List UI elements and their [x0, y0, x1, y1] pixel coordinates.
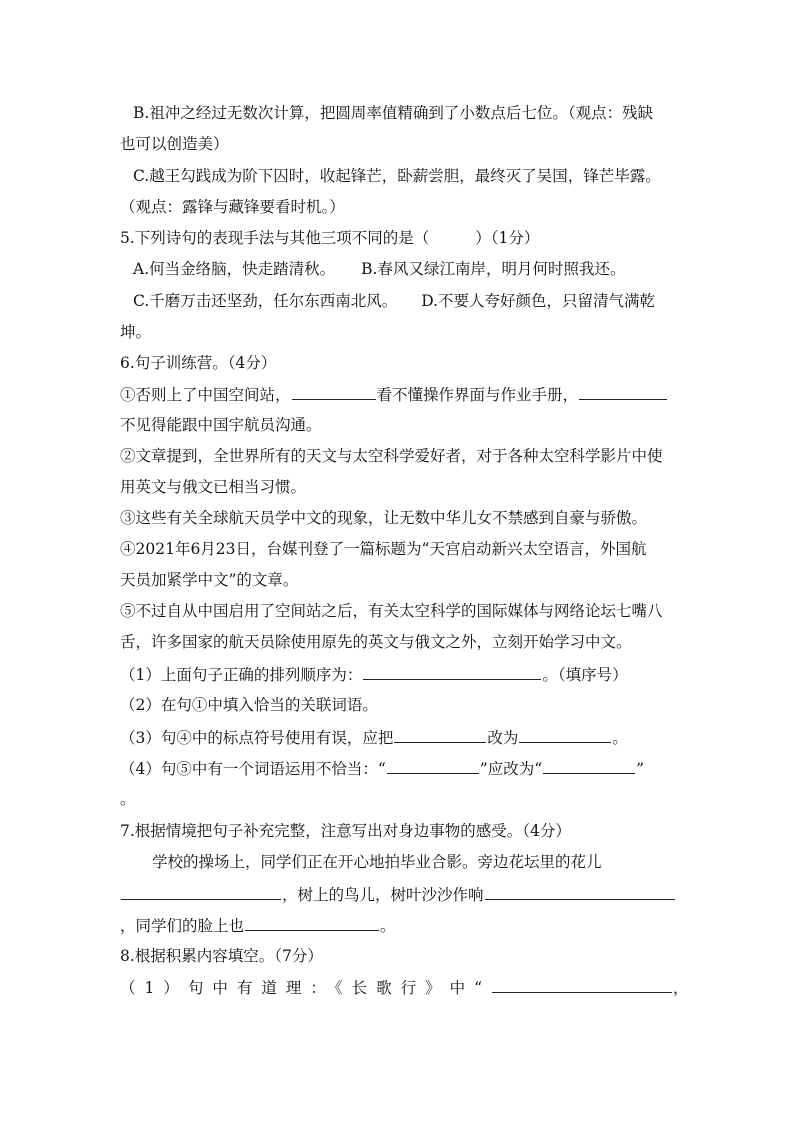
- q6-sub3-text-b: 改为: [487, 729, 519, 747]
- q5-stem: [120, 228, 675, 248]
- q4-option-c-line1: C.越王勾践成为阶下囚时，收起锋芒，卧薪尝胆，最终灭了吴国，锋芒毕露。: [133, 167, 661, 185]
- q6-sub4-text-a: （4）句⑤中有一个词语运用不恰当：“: [120, 760, 386, 778]
- q7-passage-line1: 学校的操场上，同学们正在开心地拍毕业合影。旁边花坛里的花儿: [152, 853, 602, 871]
- q6-sentence2-line2: 用英文与俄文已相当习惯。: [120, 478, 307, 496]
- q6-sub3-blank2[interactable]: [519, 727, 611, 743]
- q7-title: 7.根据情境把句子补充完整，注意写出对身边事物的感受。（4分）: [120, 822, 571, 840]
- q6-sentence4-line1: ④2021年6月23日，台媒刊登了一篇标题为“天宫启动新兴太空语言，外国航: [120, 540, 647, 558]
- q5-option-c: C.千磨万击还坚劲，任尔东西南北风。: [133, 292, 398, 310]
- q4-option-b-line1: B.祖冲之经过无数次计算，把圆周率值精确到了小数点后七位。（观点：残缺: [133, 104, 654, 122]
- q7-blank-leaves[interactable]: [485, 884, 675, 900]
- q8-item1-text: （1）句中有道理：《长歌行》中“: [120, 979, 492, 997]
- q6-sentence1-line2: 不见得能跟中国宇航员沟通。: [120, 416, 322, 434]
- q8-item1-blank[interactable]: [492, 977, 672, 993]
- q6-s1-text-a: ①否则上了中国空间站，: [120, 386, 291, 404]
- q6-sub4: [120, 758, 675, 779]
- q6-sentence3: ③这些有关全球航天员学中文的现象，让无数中华儿女不禁感到自豪与骄傲。: [120, 509, 648, 527]
- q5-option-b: B.春风又绿江南岸，明月何时照我还。: [361, 260, 626, 278]
- q6-s1-blank1[interactable]: [292, 384, 376, 400]
- q6-sentence5-line2: 舌，许多国家的航天员除使用原先的英文与俄文之外，立刻开始学习中文。: [120, 633, 632, 651]
- q5-stem-score: ）（1分）: [475, 229, 540, 247]
- q6-sentence1-line1: [120, 384, 675, 405]
- q7-blank-flowers[interactable]: [121, 884, 281, 900]
- q5-option-a: A.何当金络脑，快走踏清秋。: [133, 260, 336, 278]
- q6-sub3-blank1[interactable]: [394, 727, 486, 743]
- q4-option-b-line2: 也可以创造美）: [120, 135, 229, 153]
- q8-item1-comma: ，: [673, 979, 698, 997]
- q5-option-d: D.不要人夸好颜色，只留清气满乾: [421, 292, 656, 310]
- q7-passage-line3: [120, 915, 675, 936]
- q5-option-d-line2: 坤。: [120, 323, 152, 341]
- q6-sub4-text-c: ”: [636, 760, 645, 778]
- q6-sub3-text-a: （3）句④中的标点符号使用有误，应把: [120, 729, 394, 747]
- q7-passage-line2: [120, 884, 675, 905]
- q6-sub1: [120, 664, 675, 685]
- q7-passage-line3-text: ，同学们的脸上也: [120, 917, 245, 935]
- q6-title: 6.句子训练营。（4分）: [120, 354, 277, 372]
- q6-sub4-end: 。: [120, 790, 136, 808]
- q6-sentence4-line2: 天员加紧学中文”的文章。: [120, 571, 299, 589]
- q6-sub1-text-a: （1）上面句子正确的排列顺序为：: [120, 666, 363, 684]
- q5-stem-text: 5.下列诗句的表现手法与其他三项不同的是（: [120, 229, 430, 247]
- q6-sub2: （2）在句①中填入恰当的关联词语。: [120, 696, 378, 714]
- q6-sub3-text-c: 。: [612, 729, 628, 747]
- q6-sub4-blank2[interactable]: [543, 758, 635, 774]
- q6-sub1-blank[interactable]: [363, 664, 541, 680]
- q6-s1-text-b: 看不懂操作界面与作业手册，: [376, 386, 579, 404]
- q7-passage-line3-end: 。: [380, 917, 396, 935]
- q4-option-c-line2: （观点：露锋与藏锋要看时机。）: [120, 198, 345, 216]
- q6-sub4-blank1[interactable]: [387, 758, 479, 774]
- q8-title: 8.根据积累内容填空。（7分）: [120, 947, 323, 965]
- q7-passage-line2-text: ，树上的鸟儿，树叶沙沙作响: [282, 886, 484, 904]
- q6-sub4-text-b: ”应改为“: [479, 760, 543, 778]
- q6-sentence5-line1: ⑤不过自从中国启用了空间站之后，有关太空科学的国际媒体与网络论坛七嘴八: [120, 602, 663, 620]
- q5-options-row2: [133, 291, 688, 311]
- q6-s1-blank2[interactable]: [579, 384, 667, 400]
- q8-item1: [120, 977, 698, 998]
- q6-sub1-text-b: 。（填序号）: [542, 666, 628, 684]
- q6-sentence2-line1: ②文章提到，全世界所有的天文与太空科学爱好者，对于各种太空科学影片中使: [120, 447, 663, 465]
- q7-blank-faces[interactable]: [245, 915, 379, 931]
- q5-options-row1: [133, 259, 688, 279]
- q6-sub3: [120, 727, 675, 748]
